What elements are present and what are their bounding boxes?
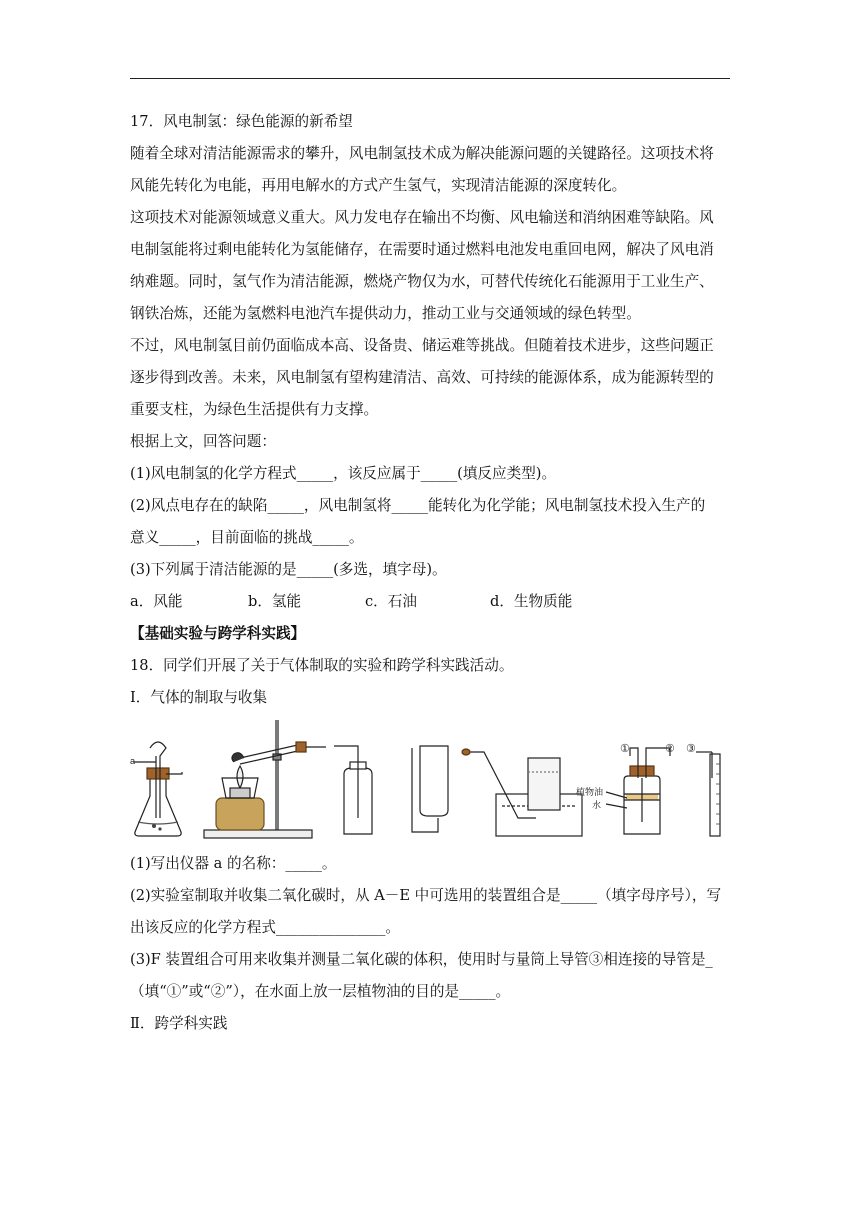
option-d: d．生物质能 [490, 593, 573, 610]
q17-paragraph-3-line-1: 不过，风电制氢目前仍面临成本高、设备贵、储运难等挑战。但随着技术进步，这些问题正 [130, 337, 714, 354]
q17-paragraph-1-line-1: 随着全球对清洁能源需求的攀升，风电制氢技术成为解决能源问题的关键路径。这项技术将 [130, 145, 714, 162]
apparatus-c-gas-jar [334, 746, 372, 834]
q17-paragraph-1-line-2: 风能先转化为电能，再用电解水的方式产生氢气，实现清洁能源的深度转化。 [130, 177, 627, 194]
apparatus-a-flask [134, 742, 182, 836]
option-a: a．风能 [130, 593, 183, 610]
label-tube-3: ③ [686, 743, 696, 755]
q18-subquestion-3-line-1: (3)F 装置组合可用来收集并测量二氧化碳的体积，使用时与量筒上导管③相连接的导管是_ [130, 951, 713, 968]
q17-paragraph-2-line-1: 这项技术对能源领域意义重大。风力发电存在输出不均衡、风电输送和消纳困难等缺陷。风 [130, 209, 714, 226]
apparatus-d-inverted-jar [412, 746, 448, 832]
q18-subquestion-3-line-2: （填“①”或“②”），在水面上放一层植物油的目的是_____。 [130, 983, 511, 1000]
q18-part-1-heading: Ⅰ．气体的制取与收集 [130, 689, 268, 706]
option-c: c．石油 [365, 593, 417, 610]
q18-subquestion-2-line-1: (2)实验室制取并收集二氧化碳时，从 A－E 中可选用的装置组合是_____（填字母序号），写 [130, 887, 722, 904]
label-vegetable-oil: 植物油 [576, 787, 604, 797]
q17-paragraph-2-line-2: 电制氢能将过剩电能转化为氢能储存，在需要时通过燃料电池发电重回电网，解决了风电消 [130, 241, 714, 258]
q17-options [130, 586, 730, 618]
apparatus-b-heating [204, 720, 326, 838]
q17-subquestion-2-line-1: (2)风点电存在的缺陷_____，风电制氢将_____能转化为化学能；风电制氢技术投入生产的 [130, 497, 706, 514]
q18-subquestion-1: (1)写出仪器 a 的名称：_____。 [130, 855, 337, 872]
label-a: a [130, 756, 136, 766]
q18-part-2-heading: Ⅱ．跨学科实践 [130, 1015, 228, 1032]
q18-title: 18．同学们开展了关于气体制取的实验和跨学科实践活动。 [130, 657, 514, 674]
apparatus-figure [130, 714, 730, 848]
label-tube-2: ② [665, 743, 675, 755]
q17-prompt: 根据上文，回答问题： [130, 433, 276, 450]
q17-subquestion-2-line-2: 意义_____，目前面临的挑战_____。 [130, 529, 364, 546]
label-tube-1: ① [620, 743, 630, 755]
q17-subquestion-3: (3)下列属于清洁能源的是_____(多选，填字母)。 [130, 561, 447, 578]
q17-subquestion-1: (1)风电制氢的化学方程式_____，该反应属于_____(填反应类型)。 [130, 465, 557, 482]
q17-paragraph-2-line-3: 纳难题。同时，氢气作为清洁能源，燃烧产物仅为水，可替代传统化石能源用于工业生产、 [130, 273, 714, 290]
document-body [130, 106, 730, 1040]
q17-title: 17．风电制氢：绿色能源的新希望 [130, 113, 353, 130]
apparatus-e-water-trough [462, 749, 582, 836]
header-rule [130, 78, 730, 79]
option-b: b．氢能 [248, 593, 302, 610]
section-heading: 【基础实验与跨学科实践】 [130, 625, 306, 642]
q17-paragraph-3-line-3: 重要支柱，为绿色生活提供有力支撑。 [130, 401, 379, 418]
q17-paragraph-2-line-4: 钢铁冶炼，还能为氢燃料电池汽车提供动力，推动工业与交通领域的绿色转型。 [130, 305, 641, 322]
q17-paragraph-3-line-2: 逐步得到改善。未来，风电制氢有望构建清洁、高效、可持续的能源体系，成为能源转型的 [130, 369, 714, 386]
q18-subquestion-2-line-2: 出该反应的化学方程式_______________。 [130, 919, 400, 936]
apparatus-f-volume-measurement [606, 748, 720, 836]
label-water: 水 [592, 800, 602, 810]
